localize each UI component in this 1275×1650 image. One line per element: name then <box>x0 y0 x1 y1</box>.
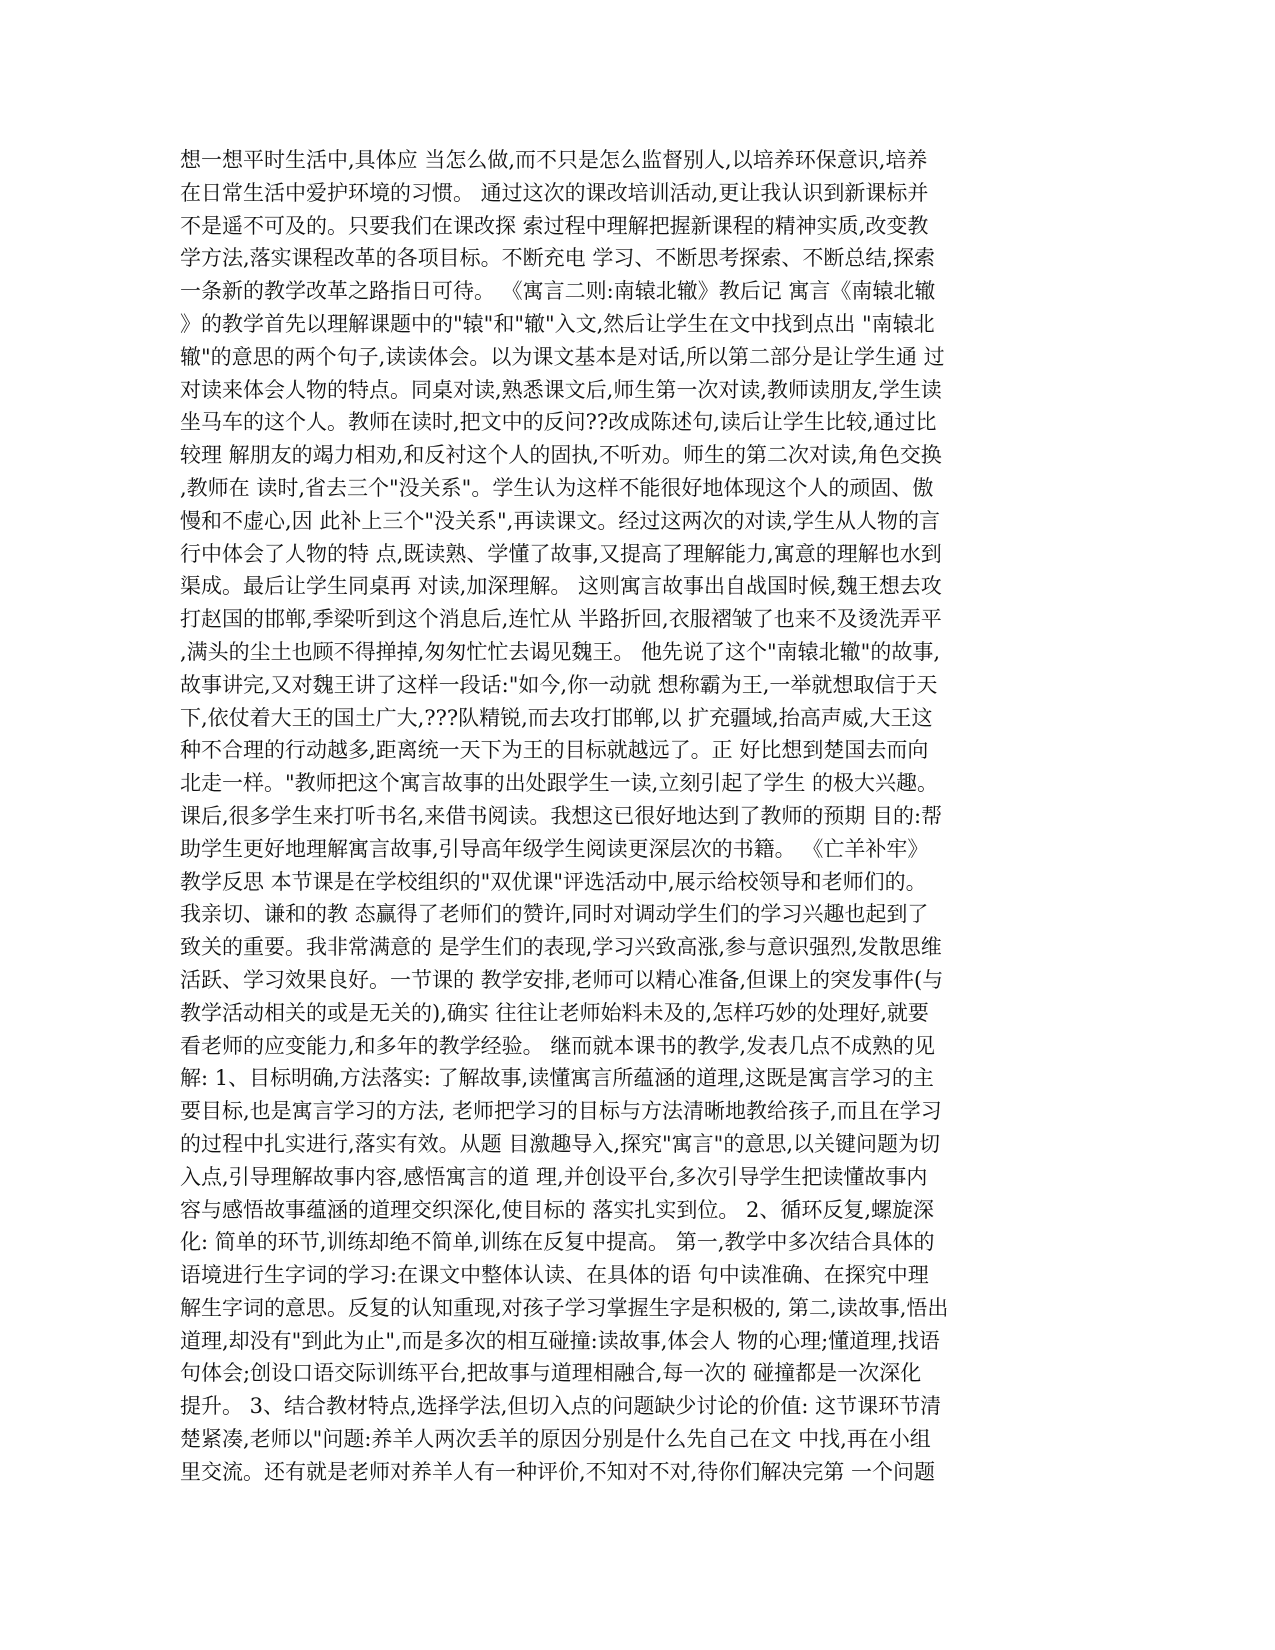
text-line: 解: 1、目标明确,方法落实: 了解故事,读懂寓言所蕴涵的道理,这既是寓言学习的主 <box>180 1066 934 1091</box>
text-line: 在日常生活中爱护环境的习惯。 通过这次的课改培训活动,更让我认识到新课标并 <box>180 180 929 205</box>
text-line: 入点,引导理解故事内容,感悟寓言的道 理,并创设平台,多次引导学生把读懂故事内 <box>180 1164 928 1189</box>
text-line: 要目标,也是寓言学习的方法, 老师把学习的目标与方法清晰地教给孩子,而且在学习 <box>180 1099 942 1124</box>
text-line: 致关的重要。我非常满意的 是学生们的表现,学习兴致高涨,参与意识强烈,发散思维 <box>180 935 942 960</box>
text-line: 楚紧凑,老师以"问题:养羊人两次丢羊的原因分别是什么先自己在文 中找,再在小组 <box>180 1427 931 1452</box>
text-line: 辙"的意思的两个句子,读读体会。以为课文基本是对话,所以第二部分是让学生通 过 <box>180 344 945 369</box>
text-line: ,满头的尘土也顾不得掸掉,匆匆忙忙去谒见魏王。 他先说了这个"南辕北辙"的故事, <box>180 639 941 664</box>
text-line: 活跃、学习效果良好。一节课的 教学安排,老师可以精心准备,但课上的突发事件(与 <box>180 967 944 992</box>
text-line: 对读来体会人物的特点。同桌对读,熟悉课文后,师生第一次对读,教师读朋友,学生读 <box>180 377 942 402</box>
text-line: 道理,却没有"到此为止",而是多次的相互碰撞:读故事,体会人 物的心理;懂道理,找语 <box>180 1328 940 1353</box>
text-line: 不是遥不可及的。只要我们在课改探 索过程中理解把握新课程的精神实质,改变教 <box>180 213 929 238</box>
text-line: 想一想平时生活中,具体应 当怎么做,而不只是怎么监督别人,以培养环保意识,培养 <box>180 148 928 172</box>
text-line: 语境进行生字词的学习:在课文中整体认读、在具体的语 句中读准确、在探究中理 <box>180 1263 929 1288</box>
text-line: 慢和不虚心,因 此补上三个"没关系",再读课文。经过这两次的对读,学生从人物的言 <box>180 508 941 533</box>
text-line: 行中体会了人物的特 点,既读熟、学懂了故事,又提高了理解能力,寓意的理解也水到 <box>180 541 942 566</box>
text-line: 我亲切、谦和的教 态赢得了老师们的赞许,同时对调动学生们的学习兴趣也起到了 <box>180 902 929 927</box>
text-line: 一条新的教学改革之路指日可待。 《寓言二则:南辕北辙》教后记 寓言《南辕北辙 <box>180 279 936 304</box>
text-line: 的过程中扎实进行,落实有效。从题 目激趣导入,探究"寓言"的意思,以关键问题为切 <box>180 1131 941 1156</box>
text-line: 下,依仗着大王的国土广大,???队精锐,而去攻打邯郸,以 扩充疆域,抬高声威,大王这 <box>180 705 933 730</box>
text-line: 句体会;创设口语交际训练平台,把故事与道理相融合,每一次的 碰撞都是一次深化 <box>180 1361 922 1386</box>
text-line: 坐马车的这个人。教师在读时,把文中的反问??改成陈述句,读后让学生比较,通过比 <box>180 410 937 435</box>
text-line: 看老师的应变能力,和多年的教学经验。 继而就本课书的教学,发表几点不成熟的见 <box>180 1033 936 1058</box>
text-line: 容与感悟故事蕴涵的道理交织深化,使目标的 落实扎实到位。 2、循环反复,螺旋深 <box>180 1197 935 1222</box>
text-line: 化: 简单的环节,训练却绝不简单,训练在反复中提高。 第一,教学中多次结合具体的 <box>180 1230 935 1255</box>
text-line: 故事讲完,又对魏王讲了这样一段话:"如今,你一动就 想称霸为王,一举就想取信于天 <box>180 672 938 697</box>
text-line: 课后,很多学生来打听书名,来借书阅读。我想这已很好地达到了教师的预期 目的:帮 <box>180 803 943 828</box>
text-line: 北走一样。"教师把这个寓言故事的出处跟学生一读,立刻引起了学生 的极大兴趣。 <box>180 771 939 796</box>
text-line: ,教师在 读时,省去三个"没关系"。学生认为这样不能很好地体现这个人的顽固、傲 <box>180 475 934 500</box>
text-line: 》的教学首先以理解课题中的"辕"和"辙"入文,然后让学生在文中找到点出 "南辕北 <box>180 311 935 336</box>
text-line: 渠成。最后让学生同桌再 对读,加深理解。 这则寓言故事出自战国时候,魏王想去攻 <box>180 574 942 599</box>
text-line: 提升。 3、结合教材特点,选择学法,但切入点的问题缺少讨论的价值: 这节课环节清 <box>180 1394 942 1419</box>
text-line: 里交流。还有就是老师对养羊人有一种评价,不知对不对,待你们解决完第 一个问题 <box>180 1459 936 1484</box>
text-line: 教学活动相关的或是无关的),确实 往往让老师始料未及的,怎样巧妙的处理好,就要 <box>180 1000 929 1025</box>
text-line: 较理 解朋友的竭力相劝,和反衬这个人的固执,不听劝。师生的第二次对读,角色交换 <box>180 443 942 468</box>
text-line: 种不合理的行动越多,距离统一天下为王的目标就越远了。正 好比想到楚国去而向 <box>180 738 929 763</box>
text-line: 助学生更好地理解寓言故事,引导高年级学生阅读更深层次的书籍。 《亡羊补牢》 <box>180 836 929 861</box>
text-line: 解生字词的意思。反复的认知重现,对孩子学习掌握生字是积极的, 第二,读故事,悟出 <box>180 1295 949 1320</box>
text-line: 学方法,落实课程改革的各项目标。不断充电 学习、不断思考探索、不断总结,探索 <box>180 246 936 271</box>
text-line: 教学反思 本节课是在学校组织的"双优课"评选活动中,展示给校领导和老师们的。 <box>180 869 927 894</box>
text-line: 打赵国的邯郸,季梁听到这个消息后,连忙从 半路折回,衣服褶皱了也来不及烫洗弄平 <box>180 607 942 632</box>
body-text <box>180 144 1060 1489</box>
